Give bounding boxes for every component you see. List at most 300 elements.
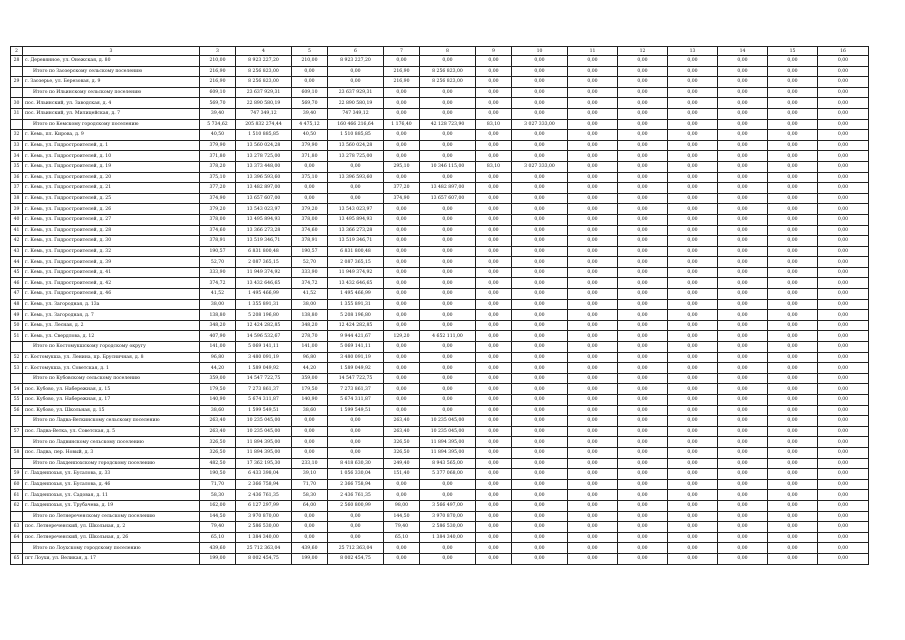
value-cell: 0,00: [512, 278, 568, 289]
table-row: [11, 405, 869, 416]
value-cell: 1 510 885,85: [328, 130, 384, 141]
value-cell: 0,00: [718, 87, 768, 98]
row-number: [11, 66, 23, 77]
value-cell: 0,00: [718, 553, 768, 564]
header-cell: 14: [718, 47, 768, 56]
value-cell: 10 235 045,00: [236, 426, 292, 437]
table-row: [11, 56, 869, 67]
value-cell: 210,00: [292, 56, 328, 67]
value-cell: 0,00: [512, 405, 568, 416]
address-cell: пос. Летнереченский, ул. Школьная, д. 26: [23, 532, 200, 543]
value-cell: 0,00: [420, 395, 476, 406]
value-cell: 0,00: [476, 320, 512, 331]
value-cell: 38,00: [292, 299, 328, 310]
value-cell: 0,00: [668, 289, 718, 300]
value-cell: 0,00: [328, 437, 384, 448]
value-cell: 0,00: [568, 405, 618, 416]
value-cell: 0,00: [512, 469, 568, 480]
value-cell: 13 657 607,00: [236, 193, 292, 204]
value-cell: 0,00: [618, 437, 668, 448]
address-cell: г. Кемь, ул. Гидростроителей, д. 26: [23, 204, 200, 215]
value-cell: 0,00: [618, 490, 668, 501]
value-cell: 0,00: [476, 172, 512, 183]
value-cell: 0,00: [420, 267, 476, 278]
table-row: [11, 140, 869, 151]
value-cell: 22 890 580,19: [328, 98, 384, 109]
value-cell: 0,00: [420, 87, 476, 98]
value-cell: 0,00: [618, 320, 668, 331]
value-cell: 0,00: [618, 161, 668, 172]
value-cell: 0,00: [718, 267, 768, 278]
value-cell: 0,00: [384, 108, 420, 119]
value-cell: 0,00: [818, 511, 869, 522]
value-cell: 2 087 365,15: [236, 257, 292, 268]
value-cell: 0,00: [618, 278, 668, 289]
address-cell: Итого по Кубовскому сельскому поселению: [23, 373, 200, 384]
table-row: [11, 172, 869, 183]
value-cell: 0,00: [818, 246, 869, 257]
value-cell: 0,00: [568, 458, 618, 469]
value-cell: 0,00: [512, 193, 568, 204]
value-cell: 0,00: [476, 140, 512, 151]
value-cell: 0,00: [768, 161, 818, 172]
value-cell: 0,00: [668, 373, 718, 384]
address-cell: Итого по Ладва-Веткинскому сельскому поселению: [23, 416, 200, 427]
value-cell: 0,00: [818, 172, 869, 183]
value-cell: 98,00: [384, 500, 420, 511]
value-cell: 0,00: [476, 500, 512, 511]
value-cell: 0,00: [384, 130, 420, 141]
value-cell: 0,00: [476, 151, 512, 162]
value-cell: 83,10: [476, 119, 512, 130]
row-number: 42: [11, 236, 23, 247]
value-cell: 12 424 282,85: [236, 320, 292, 331]
value-cell: 0,00: [512, 511, 568, 522]
value-cell: 11 894 395,00: [236, 447, 292, 458]
value-cell: 0,00: [618, 140, 668, 151]
header-cell: 7: [384, 47, 420, 56]
value-cell: 348,20: [292, 320, 328, 331]
value-cell: 374,60: [200, 225, 236, 236]
value-cell: 0,00: [768, 522, 818, 533]
value-cell: 0,00: [618, 257, 668, 268]
row-number: 52: [11, 352, 23, 363]
value-cell: 0,00: [512, 363, 568, 374]
value-cell: 0,00: [512, 426, 568, 437]
value-cell: 1 589 049,92: [236, 363, 292, 374]
value-cell: 378,91: [292, 236, 328, 247]
value-cell: 0,00: [668, 500, 718, 511]
value-cell: 0,00: [420, 342, 476, 353]
value-cell: 138,80: [292, 310, 328, 321]
row-number: 54: [11, 384, 23, 395]
value-cell: 13 432 646,65: [328, 278, 384, 289]
value-cell: 0,00: [476, 437, 512, 448]
value-cell: 0,00: [768, 416, 818, 427]
value-cell: 0,00: [818, 56, 869, 67]
value-cell: 0,00: [768, 130, 818, 141]
value-cell: 0,00: [618, 426, 668, 437]
value-cell: 0,00: [668, 331, 718, 342]
value-cell: 0,00: [420, 257, 476, 268]
value-cell: 0,00: [512, 108, 568, 119]
table-row: [11, 278, 869, 289]
value-cell: 0,00: [618, 119, 668, 130]
value-cell: 0,00: [420, 236, 476, 247]
value-cell: 25 712 363,04: [328, 543, 384, 554]
value-cell: 0,00: [384, 342, 420, 353]
value-cell: 210,00: [200, 56, 236, 67]
value-cell: 14 547 722,75: [328, 373, 384, 384]
value-cell: 0,00: [668, 416, 718, 427]
value-cell: 0,00: [768, 204, 818, 215]
value-cell: 8 418 630,30: [328, 458, 384, 469]
address-cell: г. Лахденпохья, ул. Трубачева, д. 19: [23, 500, 200, 511]
value-cell: 263,40: [200, 416, 236, 427]
address-cell: г. Кемь, ул. Гидростроителей, д. 30: [23, 236, 200, 247]
value-cell: 2 586 530,00: [236, 522, 292, 533]
value-cell: 0,00: [568, 320, 618, 331]
value-cell: 0,00: [668, 532, 718, 543]
value-cell: 0,00: [668, 151, 718, 162]
value-cell: 0,00: [328, 522, 384, 533]
value-cell: 0,00: [818, 119, 869, 130]
value-cell: 0,00: [568, 522, 618, 533]
address-cell: пос. Кубово, ул. Школьная, д. 15: [23, 405, 200, 416]
value-cell: 0,00: [818, 98, 869, 109]
value-cell: 216,90: [200, 66, 236, 77]
value-cell: 39,40: [292, 108, 328, 119]
value-cell: 0,00: [476, 193, 512, 204]
value-cell: 374,60: [292, 225, 328, 236]
value-cell: 0,00: [568, 352, 618, 363]
address-cell: г. Кемь, ул. Загородная, д. 13а: [23, 299, 200, 310]
value-cell: 1 495 466,99: [236, 289, 292, 300]
value-cell: 0,00: [818, 479, 869, 490]
value-cell: 0,00: [768, 373, 818, 384]
value-cell: 333,90: [292, 267, 328, 278]
value-cell: 0,00: [768, 225, 818, 236]
value-cell: 0,00: [328, 66, 384, 77]
value-cell: 0,00: [668, 204, 718, 215]
value-cell: 0,00: [568, 183, 618, 194]
value-cell: 65,10: [200, 532, 236, 543]
value-cell: 0,00: [292, 437, 328, 448]
value-cell: 0,00: [718, 66, 768, 77]
value-cell: 0,00: [668, 320, 718, 331]
value-cell: 79,40: [200, 522, 236, 533]
value-cell: 0,00: [668, 479, 718, 490]
value-cell: 0,00: [618, 447, 668, 458]
value-cell: 151,40: [384, 469, 420, 480]
value-cell: 233,10: [292, 458, 328, 469]
value-cell: 0,00: [768, 278, 818, 289]
value-cell: 0,00: [668, 310, 718, 321]
value-cell: 0,00: [384, 320, 420, 331]
value-cell: 0,00: [568, 278, 618, 289]
row-number: [11, 87, 23, 98]
value-cell: 0,00: [476, 225, 512, 236]
table-row: [11, 204, 869, 215]
value-cell: 0,00: [384, 140, 420, 151]
value-cell: 0,00: [420, 373, 476, 384]
value-cell: 1 510 885,85: [236, 130, 292, 141]
header-cell: 3: [23, 47, 200, 56]
value-cell: 0,00: [668, 352, 718, 363]
value-cell: 8 256 823,00: [236, 66, 292, 77]
value-cell: 379,90: [200, 140, 236, 151]
value-cell: 0,00: [618, 553, 668, 564]
value-cell: 0,00: [328, 511, 384, 522]
value-cell: 0,00: [476, 416, 512, 427]
address-cell: пос. Ладва, пер. Новый, д. 3: [23, 447, 200, 458]
value-cell: 0,00: [718, 522, 768, 533]
value-cell: 0,00: [568, 363, 618, 374]
value-cell: 0,00: [512, 447, 568, 458]
row-number: 61: [11, 490, 23, 501]
value-cell: 0,00: [420, 543, 476, 554]
value-cell: 0,00: [618, 416, 668, 427]
value-cell: 0,00: [818, 299, 869, 310]
value-cell: 1 384 340,00: [420, 532, 476, 543]
value-cell: 0,00: [476, 405, 512, 416]
value-cell: 2 366 758,94: [236, 479, 292, 490]
value-cell: 0,00: [476, 246, 512, 257]
value-cell: 0,00: [668, 77, 718, 88]
value-cell: 5 208 196,80: [328, 310, 384, 321]
value-cell: 0,00: [476, 257, 512, 268]
value-cell: 0,00: [420, 363, 476, 374]
address-cell: г. Кемь, ул. Свердлова, д. 12: [23, 331, 200, 342]
value-cell: 0,00: [568, 532, 618, 543]
value-cell: 0,00: [718, 98, 768, 109]
value-cell: 5 069 141,11: [328, 342, 384, 353]
address-cell: пос. Ильинский, ул. Заводская, д. 4: [23, 98, 200, 109]
value-cell: 14 547 722,75: [236, 373, 292, 384]
value-cell: 0,00: [618, 267, 668, 278]
value-cell: 0,00: [618, 543, 668, 554]
value-cell: 23 637 929,31: [236, 87, 292, 98]
value-cell: 0,00: [668, 543, 718, 554]
value-cell: 179,50: [200, 384, 236, 395]
value-cell: 0,00: [668, 458, 718, 469]
row-number: 45: [11, 267, 23, 278]
value-cell: 0,00: [384, 310, 420, 321]
value-cell: 0,00: [384, 543, 420, 554]
value-cell: 0,00: [768, 108, 818, 119]
value-cell: 0,00: [476, 532, 512, 543]
value-cell: 0,00: [818, 289, 869, 300]
value-cell: 326,50: [200, 437, 236, 448]
value-cell: 0,00: [718, 543, 768, 554]
row-number: 37: [11, 183, 23, 194]
value-cell: 0,00: [668, 119, 718, 130]
value-cell: 0,00: [476, 447, 512, 458]
value-cell: 0,00: [818, 320, 869, 331]
value-cell: 0,00: [818, 490, 869, 501]
value-cell: 0,00: [818, 522, 869, 533]
value-cell: 0,00: [512, 437, 568, 448]
value-cell: 0,00: [718, 204, 768, 215]
value-cell: 0,00: [476, 66, 512, 77]
value-cell: 0,00: [568, 257, 618, 268]
value-cell: 13 519 346,71: [328, 236, 384, 247]
value-cell: 0,00: [512, 384, 568, 395]
value-cell: 0,00: [618, 352, 668, 363]
value-cell: 263,40: [384, 416, 420, 427]
value-cell: 0,00: [384, 236, 420, 247]
value-cell: 0,00: [292, 532, 328, 543]
value-cell: 0,00: [618, 130, 668, 141]
value-cell: 0,00: [718, 151, 768, 162]
value-cell: 0,00: [512, 56, 568, 67]
value-cell: 13 366 273,28: [328, 225, 384, 236]
value-cell: 0,00: [420, 214, 476, 225]
value-cell: 0,00: [384, 246, 420, 257]
value-cell: 0,00: [512, 257, 568, 268]
value-cell: 23 637 929,31: [328, 87, 384, 98]
table-row: [11, 384, 869, 395]
value-cell: 0,00: [476, 87, 512, 98]
value-cell: 0,00: [328, 161, 384, 172]
value-cell: 374,90: [384, 193, 420, 204]
value-cell: 3 027 333,00: [512, 161, 568, 172]
value-cell: 0,00: [328, 416, 384, 427]
row-number: [11, 342, 23, 353]
value-cell: 13 278 725,00: [236, 151, 292, 162]
value-cell: 0,00: [818, 342, 869, 353]
value-cell: 0,00: [718, 119, 768, 130]
value-cell: 0,00: [818, 66, 869, 77]
value-cell: 0,00: [768, 151, 818, 162]
value-cell: 0,00: [718, 405, 768, 416]
value-cell: 96,80: [292, 352, 328, 363]
value-cell: 379,20: [292, 204, 328, 215]
value-cell: 0,00: [568, 172, 618, 183]
value-cell: 407,90: [200, 331, 236, 342]
value-cell: 0,00: [718, 331, 768, 342]
value-cell: 0,00: [818, 426, 869, 437]
value-cell: 0,00: [768, 458, 818, 469]
value-cell: 0,00: [718, 426, 768, 437]
address-cell: г. Кемь, ул. Гидростроителей, д. 21: [23, 183, 200, 194]
value-cell: 1 355 891,31: [236, 299, 292, 310]
value-cell: 0,00: [568, 395, 618, 406]
value-cell: 0,00: [818, 193, 869, 204]
value-cell: 144,50: [200, 511, 236, 522]
value-cell: 0,00: [618, 384, 668, 395]
value-cell: 13 432 646,65: [236, 278, 292, 289]
value-cell: 0,00: [768, 352, 818, 363]
table-row: [11, 299, 869, 310]
subtotal-row: [11, 511, 869, 522]
value-cell: 0,00: [668, 236, 718, 247]
value-cell: 141,00: [292, 342, 328, 353]
header-cell: 15: [768, 47, 818, 56]
address-cell: г. Кемь, ул. Лесная, д. 2: [23, 320, 200, 331]
value-cell: 0,00: [768, 119, 818, 130]
value-cell: 0,00: [568, 511, 618, 522]
value-cell: 0,00: [512, 183, 568, 194]
header-cell: 4: [236, 47, 292, 56]
header-cell: 13: [668, 47, 718, 56]
subtotal-row: [11, 458, 869, 469]
value-cell: 371,80: [292, 151, 328, 162]
value-cell: 0,00: [384, 225, 420, 236]
column-number-header: [11, 47, 869, 56]
value-cell: 4 652 111,00: [420, 331, 476, 342]
value-cell: 41,52: [292, 289, 328, 300]
value-cell: 326,50: [200, 447, 236, 458]
value-cell: 0,00: [718, 130, 768, 141]
value-cell: 79,40: [384, 522, 420, 533]
value-cell: 333,90: [200, 267, 236, 278]
value-cell: 0,00: [476, 553, 512, 564]
table-row: [11, 500, 869, 511]
value-cell: 378,00: [200, 214, 236, 225]
value-cell: 216,90: [384, 77, 420, 88]
value-cell: 8 002 454,75: [236, 553, 292, 564]
value-cell: 0,00: [768, 437, 818, 448]
value-cell: 0,00: [768, 77, 818, 88]
value-cell: 0,00: [512, 246, 568, 257]
value-cell: 0,00: [568, 214, 618, 225]
value-cell: 0,00: [718, 77, 768, 88]
value-cell: 0,00: [768, 310, 818, 321]
value-cell: 10 346 115,00: [420, 161, 476, 172]
value-cell: 0,00: [668, 299, 718, 310]
value-cell: 1 355 891,31: [328, 299, 384, 310]
value-cell: 11 894 395,00: [420, 437, 476, 448]
value-cell: 0,00: [618, 108, 668, 119]
row-number: 31: [11, 108, 23, 119]
value-cell: 0,00: [292, 193, 328, 204]
value-cell: 0,00: [384, 373, 420, 384]
value-cell: 0,00: [476, 363, 512, 374]
value-cell: 0,00: [476, 108, 512, 119]
value-cell: 0,00: [384, 98, 420, 109]
table-row: [11, 331, 869, 342]
address-cell: Итого по Ильинскому сельскому поселению: [23, 87, 200, 98]
value-cell: 0,00: [668, 225, 718, 236]
address-cell: г. Кемь, ул. Гидростроителей, д. 42: [23, 278, 200, 289]
value-cell: 0,00: [618, 193, 668, 204]
value-cell: 0,00: [818, 331, 869, 342]
value-cell: 0,00: [668, 490, 718, 501]
value-cell: 0,00: [618, 469, 668, 480]
value-cell: 205 832 274,44: [236, 119, 292, 130]
table-row: [11, 214, 869, 225]
value-cell: 0,00: [618, 56, 668, 67]
table-row: [11, 246, 869, 257]
value-cell: 0,00: [512, 267, 568, 278]
value-cell: 0,00: [476, 384, 512, 395]
row-number: 30: [11, 98, 23, 109]
value-cell: 0,00: [568, 553, 618, 564]
value-cell: 0,00: [668, 87, 718, 98]
value-cell: 0,00: [668, 98, 718, 109]
value-cell: 0,00: [384, 553, 420, 564]
row-number: 57: [11, 426, 23, 437]
value-cell: 0,00: [718, 56, 768, 67]
row-number: 46: [11, 278, 23, 289]
value-cell: 0,00: [818, 225, 869, 236]
value-cell: 199,00: [200, 553, 236, 564]
header-cell: 10: [512, 47, 568, 56]
value-cell: 0,00: [292, 161, 328, 172]
value-cell: 375,10: [200, 172, 236, 183]
header-cell: 16: [818, 47, 869, 56]
